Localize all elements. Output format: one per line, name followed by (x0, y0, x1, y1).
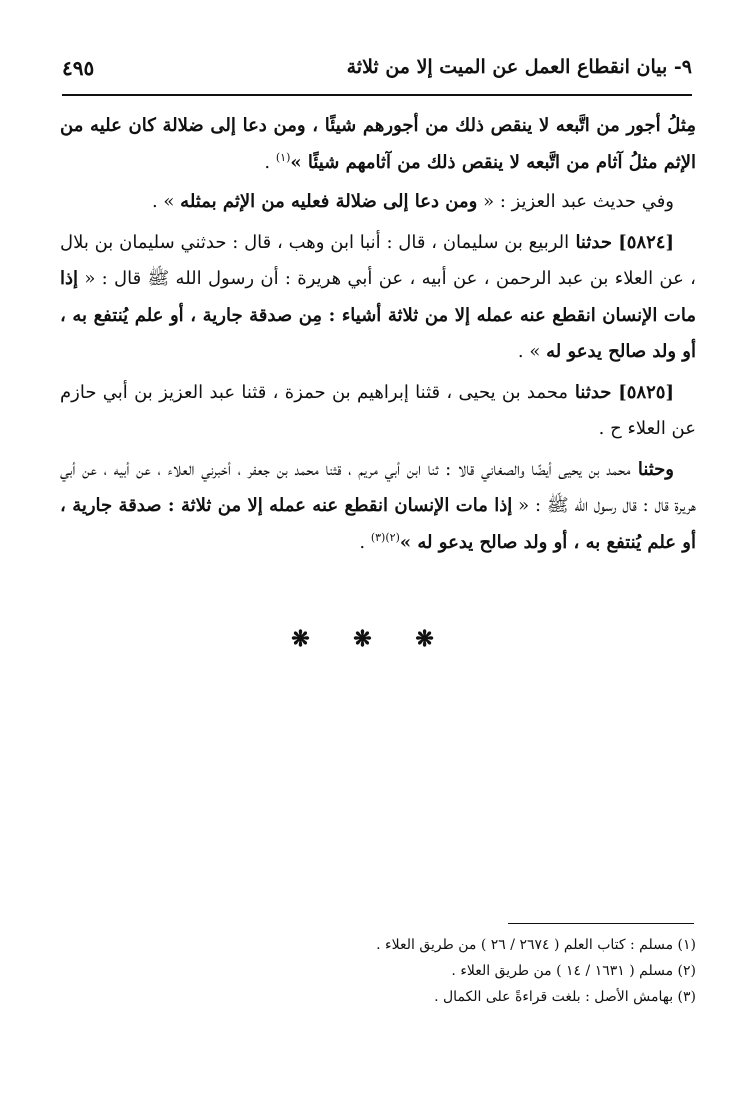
footnote-ref: (٢)(٣) (370, 530, 400, 544)
paragraph-hadith-5825 (60, 375, 696, 448)
paragraph-hadith-continuation (60, 108, 696, 181)
paragraph-hadith-5825-second-chain (60, 452, 696, 562)
section-separator: ❋ ❋ ❋ (291, 626, 452, 652)
variant-intro: وفي حديث عبد العزيز : « (477, 191, 674, 212)
main-text (60, 108, 696, 561)
matn-text: إذا مات الإنسان انقطع عنه عمله إلا من ثلاثة أشياء : مِن صدقة جارية ، أو علم يُنتفع به ، أو ولد صالح يدعو له (60, 268, 696, 362)
footnote-3: (٣) بهامش الأصل : بلغت قراءةً على الكمال . (434, 989, 696, 1005)
footnote-ref: (١) (275, 150, 291, 164)
footnotes (60, 932, 696, 1010)
chapter-title: ٩- بيان انقطاع العمل عن الميت إلا من ثلاثة (346, 56, 692, 78)
paragraph-hadith-5824 (60, 225, 696, 371)
hadith-number: [٥٨٢٤] حدثنا (569, 231, 674, 253)
variant-text: ومن دعا إلى ضلالة فعليه من الإثم بمثله (180, 191, 478, 212)
isnad-text: الربيع بن سليمان ، قال : أنبا ابن وهب ، قال : حدثني سليمان بن بلال ، عن العلاء بن عبد الرحمن ، عن أبيه ، عن أبي هريرة : أن رسول الله ﷺ قال : « (60, 231, 696, 289)
footnote-2: (٢) مسلم ( ١٦٣١ / ١٤ ) من طريق العلاء . (451, 963, 696, 979)
isnad-text: محمد بن يحيى ، قثنا إبراهيم بن حمزة ، قثنا عبد العزيز بن أبي حازم عن العلاء ح . (60, 381, 696, 439)
hadith-text: مِثلُ أجور من اتَّبعه لا ينقص ذلك من أجورهم شيئًا ، ومن دعا إلى ضلالة كان عليه من الإثم مثلُ آثام من اتَّبعه لا ينقص ذلك من آثامهم شيئًا » (60, 115, 696, 173)
hadith-number: [٥٨٢٥] حدثنا (568, 381, 674, 403)
punctuation: . (359, 531, 371, 553)
page-number: ٤٩٥ (62, 56, 95, 80)
header-rule (62, 94, 692, 96)
footnote-rule (508, 923, 694, 924)
isnad-text: محمد بن يحيى أيضًا والصغاني قالا : ثنا ابن أبي مريم ، قثنا محمد بن جعفر ، أخبرني العلاء ، عن أبيه ، عن أبي هريرة قال : قال رسول الله ﷺ : « (60, 458, 697, 516)
punctuation: » . (517, 341, 547, 362)
page-header (62, 56, 692, 90)
chain-start: وحثنا (630, 458, 674, 480)
punctuation: » . (151, 191, 181, 212)
paragraph-variant-note (60, 184, 696, 221)
punctuation: . (264, 151, 276, 173)
matn-text: إذا مات الإنسان انقطع عنه عمله إلا من ثلاثة : صدقة جارية ، أو علم يُنتفع به ، أو ولد صالح يدعو له » (60, 495, 696, 553)
footnote-1: (١) مسلم : كتاب العلم ( ٢٦٧٤ / ٢٦ ) من طريق العلاء . (376, 937, 696, 953)
